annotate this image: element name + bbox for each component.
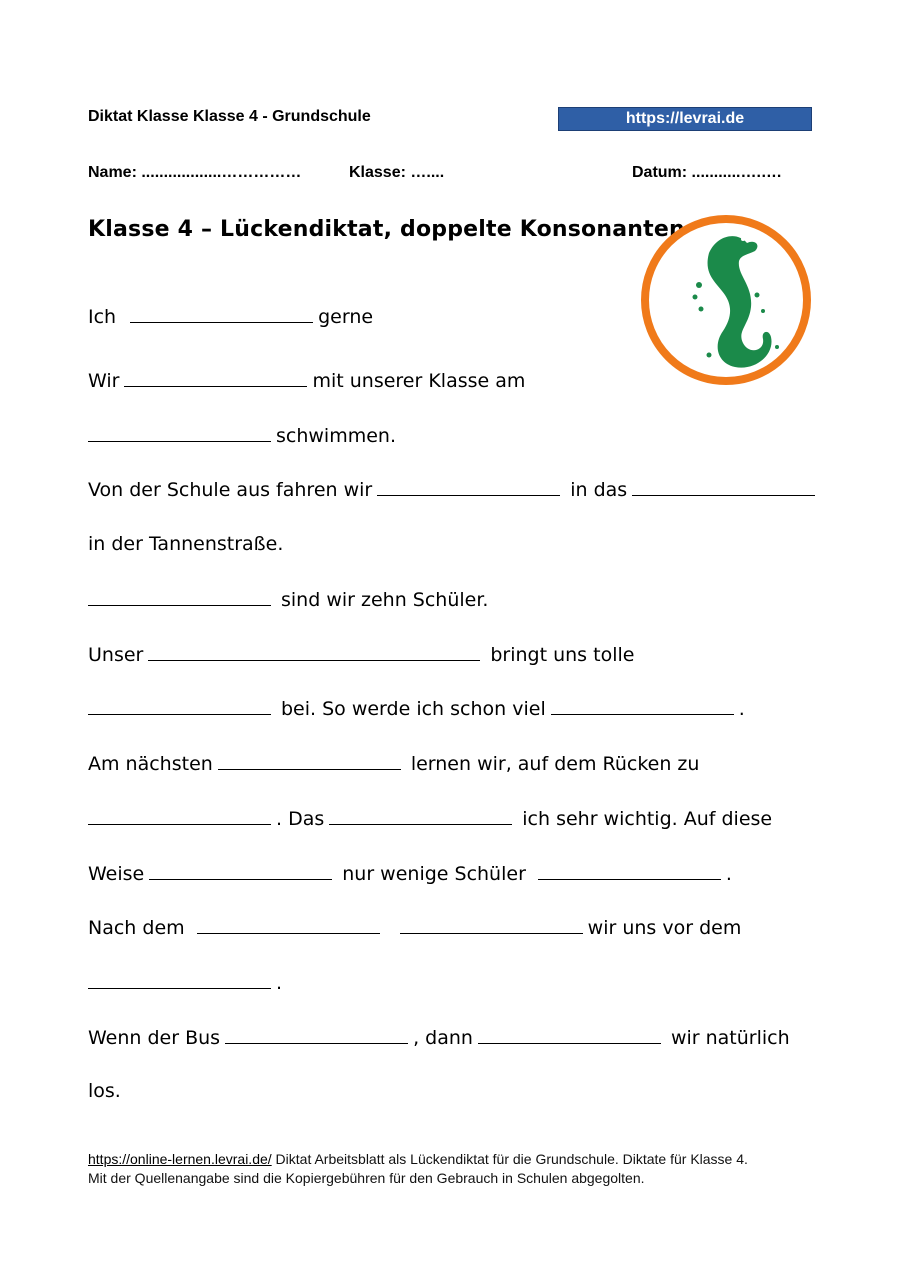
sentence-line: Von der Schule aus fahren wir in das xyxy=(88,475,820,501)
gap-blank[interactable] xyxy=(551,694,734,715)
seahorse-logo xyxy=(637,215,815,387)
sentence-line: Weise nur wenige Schüler . xyxy=(88,859,732,885)
gap-blank[interactable] xyxy=(88,968,271,989)
gap-blank[interactable] xyxy=(400,913,583,934)
sentence-line: Wenn der Bus , dann wir natürlich xyxy=(88,1023,790,1049)
gap-blank[interactable] xyxy=(632,475,815,496)
sentence-line: Unser bringt uns tolle xyxy=(88,640,634,666)
gap-blank[interactable] xyxy=(329,804,512,825)
site-link[interactable]: https://levrai.de xyxy=(558,107,812,131)
sentence-line: . xyxy=(88,968,282,994)
sentence-line: los. xyxy=(88,1080,121,1102)
gap-blank[interactable] xyxy=(88,804,271,825)
worksheet-title: Klasse 4 – Lückendiktat, doppelte Konsonanten xyxy=(88,217,685,242)
gap-blank[interactable] xyxy=(478,1023,661,1044)
gap-blank[interactable] xyxy=(197,913,380,934)
sentence-line: Ich gerne xyxy=(88,302,373,328)
sentence-line: Wir mit unserer Klasse am xyxy=(88,366,525,392)
name-field: Name: ..................…………… xyxy=(88,164,302,181)
gap-blank[interactable] xyxy=(130,302,313,323)
sentence-line: Am nächsten lernen wir, auf dem Rücken zu xyxy=(88,749,699,775)
gap-blank[interactable] xyxy=(149,859,332,880)
sentence-line: bei. So werde ich schon viel . xyxy=(88,694,745,720)
gap-blank[interactable] xyxy=(377,475,560,496)
sentence-line: Nach dem wir uns vor dem xyxy=(88,913,741,939)
gap-blank[interactable] xyxy=(88,694,271,715)
footer-note: https://online-lernen.levrai.de/ Diktat Arbeitsblatt als Lückendiktat für die Grundschule. Diktate für Klasse 4. Mit der Quellenangabe sind die Kopiergebühren für den Gebrauch in Schulen abgegolten. xyxy=(88,1151,748,1186)
gap-blank[interactable] xyxy=(148,640,480,661)
gap-blank[interactable] xyxy=(225,1023,408,1044)
sentence-line: . Das ich sehr wichtig. Auf diese xyxy=(88,804,772,830)
gap-blank[interactable] xyxy=(124,366,307,387)
footer-link[interactable]: https://online-lernen.levrai.de/ xyxy=(88,1151,272,1167)
date-field: Datum: ...........….…. xyxy=(632,164,782,181)
gap-blank[interactable] xyxy=(218,749,401,770)
gap-blank[interactable] xyxy=(88,585,271,606)
sentence-line: in der Tannenstraße. xyxy=(88,533,284,555)
class-field: Klasse: ….... xyxy=(349,164,445,181)
sentence-line: schwimmen. xyxy=(88,421,396,447)
gap-blank[interactable] xyxy=(538,859,721,880)
gap-blank[interactable] xyxy=(88,421,271,442)
document-title: Diktat Klasse Klasse 4 - Grundschule xyxy=(88,108,371,125)
sentence-line: sind wir zehn Schüler. xyxy=(88,585,488,611)
